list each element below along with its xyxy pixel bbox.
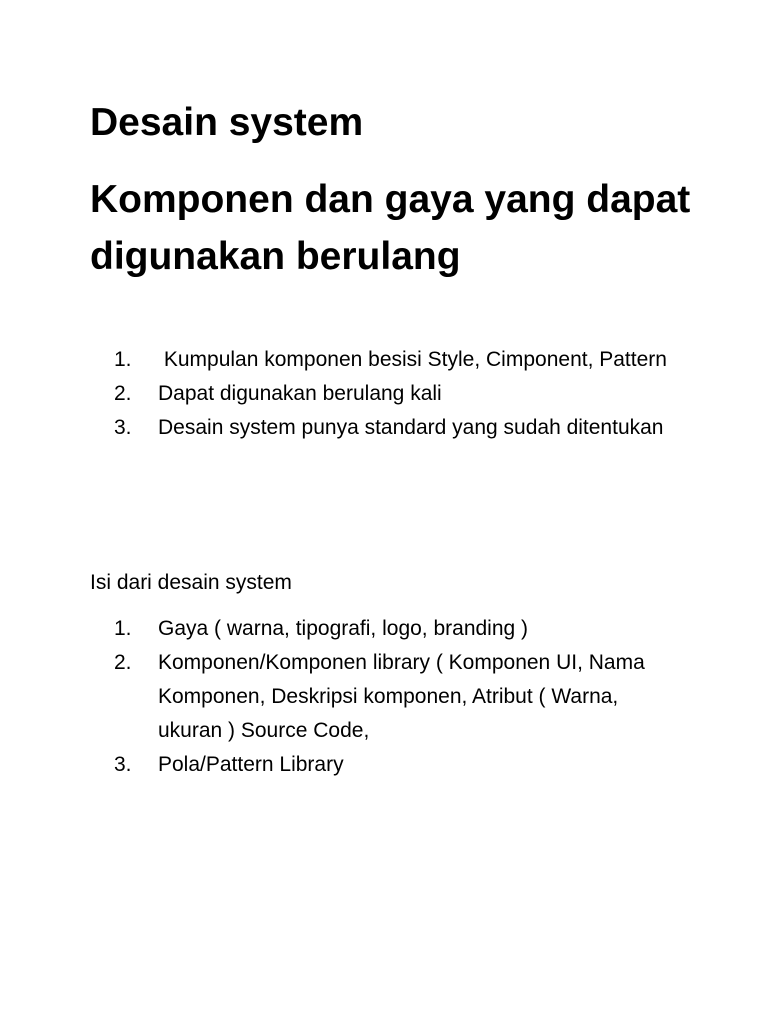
list-item-text: Gaya ( warna, tipografi, logo, branding ): [158, 617, 529, 640]
list-item-number: 2.: [114, 651, 132, 674]
list-item-number: 1.: [114, 617, 132, 640]
contents-list: [90, 612, 670, 782]
section-heading: Isi dari desain system: [90, 571, 292, 594]
list-item: [90, 748, 670, 782]
list-item-text: Kumpulan komponen besisi Style, Cimponent, Pattern: [158, 348, 667, 371]
list-item: [90, 646, 670, 748]
list-item: [90, 612, 670, 646]
list-item-number: 1.: [114, 348, 132, 371]
list-item-number: 2.: [114, 382, 132, 405]
list-item: [90, 377, 670, 411]
definition-list: [90, 343, 670, 445]
document-subtitle: Komponen dan gaya yang dapat digunakan berulang: [90, 178, 691, 278]
list-item: [90, 411, 670, 445]
document-title: Desain system: [90, 101, 364, 144]
list-item-text: Pola/Pattern Library: [158, 753, 344, 776]
list-item-text: Komponen/Komponen library ( Komponen UI, Nama Komponen, Deskripsi komponen, Atribut ( Warna, ukuran ) Source Code,: [158, 651, 645, 742]
list-item: [90, 343, 670, 377]
list-item-number: 3.: [114, 416, 132, 439]
list-item-text: Desain system punya standard yang sudah ditentukan: [158, 416, 664, 439]
list-item-text: Dapat digunakan berulang kali: [158, 382, 442, 405]
list-item-number: 3.: [114, 753, 132, 776]
